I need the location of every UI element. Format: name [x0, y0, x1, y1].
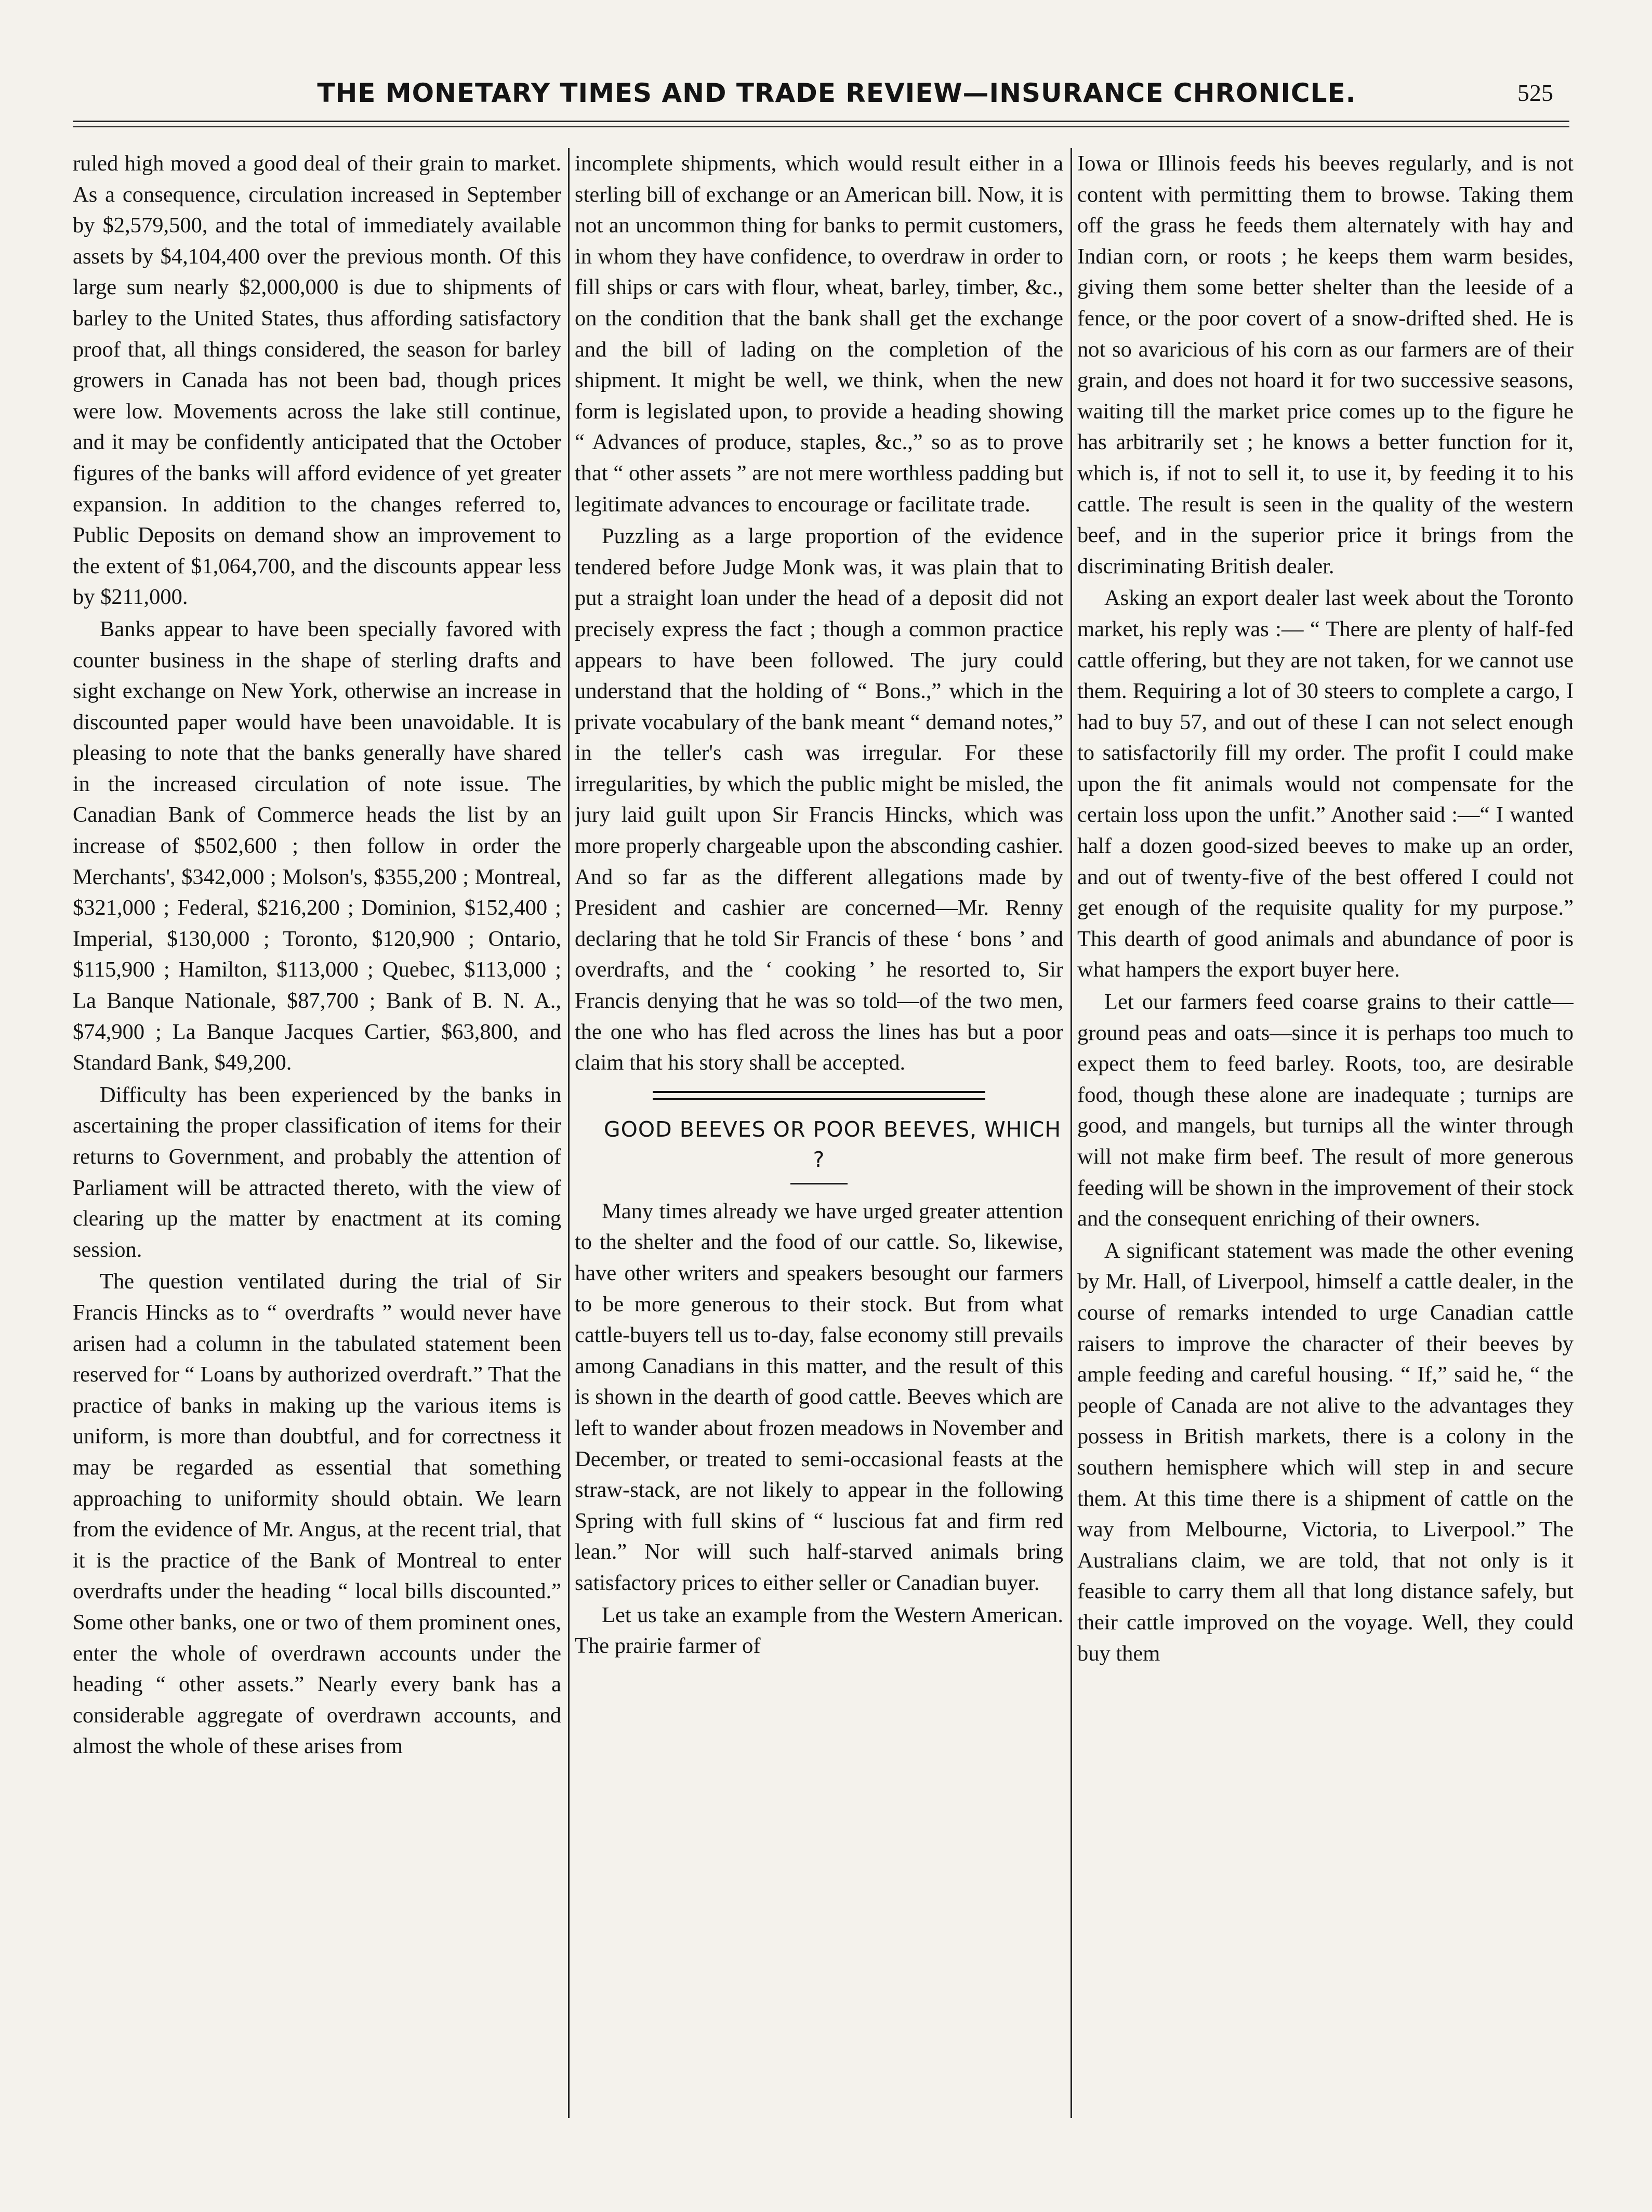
header-rule [73, 121, 1569, 127]
paragraph: Banks appear to have been specially favored with counter business in the shape of sterling drafts and sight exchange on New York, otherwise an increase in discounted paper would have been unavoidable. It is pleasing to note that the banks generally have shared in the increased circulation of note issue. The Canadian Bank of Commerce heads the list by an increase of $502,600 ; then follow in order the Merchants', $342,000 ; Molson's, $355,200 ; Montreal, $321,000 ; Federal, $216,200 ; Dominion, $152,400 ; Imperial, $130,000 ; Toronto, $120,900 ; Ontario, $115,900 ; Hamilton, $113,000 ; Quebec, $113,000 ; La Banque Nationale, $87,700 ; Bank of B. N. A., $74,900 ; La Banque Jacques Cartier, $63,800, and Standard Bank, $49,200. [73, 616, 561, 1075]
section-heading: GOOD BEEVES OR POOR BEEVES, WHICH ? [603, 1116, 1062, 1172]
column-divider-2 [1071, 148, 1072, 2118]
paragraph: Difficulty has been experienced by the banks in ascertaining the proper classification of items for their returns to Government, and probably the attention of Parliament will be attracted thereto, with the view of clearing up the matter by enactment at its coming session. [73, 1082, 561, 1262]
paragraph: Let our farmers feed coarse grains to their cattle—ground peas and oats—since it is perhaps too much to expect them to feed barley. Roots, too, are desirable food, though these alone are inadequate ; turnips are good, and mangels, but turnips all the winter through will not make firm beef. The result of more generous feeding will be shown in the improvement of their stock and the consequent enriching of their owners. [1077, 990, 1574, 1231]
column-divider-1 [568, 148, 570, 2118]
text-column-2 [575, 148, 1063, 2118]
paragraph: Let us take an example from the Western American. The prairie farmer of [575, 1602, 1063, 1658]
page-number: 525 [1517, 80, 1553, 106]
section-separator-rule [653, 1091, 985, 1100]
text-column-1 [73, 148, 561, 2118]
paragraph: Asking an export dealer last week about the Toronto market, his reply was :— “ There are plenty of half-fed cattle offering, but they are not taken, for we cannot use them. Requiring a lot of 30 steers to complete a cargo, I had to buy 57, and out of these I can not select enough to satisfactorily fill my order. The profit I could make upon the fit animals would not compensate for the certain loss upon the unfit.” Another said :—“ I wanted half a dozen good-sized beeves to make up an order, and out of twenty-five of the best offered I could not get enough of the requisite quality for my purpose.” This dearth of good animals and abundance of poor is what hampers the export buyer here. [1077, 586, 1574, 982]
paragraph: incomplete shipments, which would result either in a sterling bill of exchange or an American bill. Now, it is not an uncommon thing for banks to permit customers, in whom they have confidence, to overdraw in order to fill ships or cars with flour, wheat, barley, timber, &c., on the condition that the bank shall get the exchange and the bill of lading on the completion of the shipment. It might be well, we think, when the new form is legislated upon, to provide a heading showing “ Advances of produce, staples, &c.,” so as to prove that “ other assets ” are not mere worthless padding but legitimate advances to encourage or facilitate trade. [575, 151, 1063, 517]
heading-underline [790, 1183, 848, 1184]
paragraph: The question ventilated during the trial of Sir Francis Hincks as to “ overdrafts ” would never have arisen had a column in the tabulated statement been reserved for “ Loans by authorized overdraft.” That the practice of banks in making up the various items is uniform, is more than doubtful, and for correctness it may be regarded as essential that something approaching to uniformity should obtain. We learn from the evidence of Mr. Angus, at the recent trial, that it is the practice of the Bank of Montreal to enter overdrafts under the heading “ local bills discounted.” Some other banks, one or two of them prominent ones, enter the whole of overdrawn accounts under the heading “ other assets.” Nearly every bank has a considerable aggregate of overdrawn accounts, and almost the whole of these arises from [73, 1269, 561, 1759]
paragraph: Puzzling as a large proportion of the evidence tendered before Judge Monk was, it was plain that to put a straight loan under the head of a deposit did not precisely express the fact ; though a common practice appears to have been followed. The jury could understand that the holding of “ Bons.,” which in the private vocabulary of the bank meant “ demand notes,” in the teller's cash was irregular. For these irregularities, by which the public might be misled, the jury laid guilt upon Sir Francis Hincks, which was more properly chargeable upon the absconding cashier. And so far as the different allegations made by President and cashier are concerned—Mr. Renny declaring that he told Sir Francis of these ‘ bons ’ and overdrafts, and the ‘ cooking ’ he resorted to, Sir Francis denying that he was so told—of the two men, the one who has fled across the lines has but a poor claim that his story shall be accepted. [575, 524, 1063, 1075]
paragraph: A significant statement was made the other evening by Mr. Hall, of Liverpool, himself a cattle dealer, in the course of remarks intended to urge Canadian cattle raisers to improve the character of their beeves by ample feeding and careful housing. “ If,” said he, “ the people of Canada are not alive to the advantages they possess in British markets, there is a colony in the southern hemisphere which will step in and secure them. At this time there is a shipment of cattle on the way from Melbourne, Victoria, to Liverpool.” The Australians claim, we are told, that not only is it feasible to carry them all that long distance safely, but their cattle improved on the voyage. Well, they could buy them [1077, 1238, 1574, 1666]
text-column-3 [1077, 148, 1574, 2118]
paragraph: Iowa or Illinois feeds his beeves regularly, and is not content with permitting them to browse. Taking them off the grass he feeds them alternately with hay and Indian corn, or roots ; he keeps them warm besides, giving them some better shelter than the leeside of a fence, or the poor covert of a snow-drifted shed. He is not so avaricious of his corn as our farmers are of their grain, and does not hoard it for two successive seasons, waiting till the market price comes up to the figure he has arbitrarily set ; he knows a better function for it, which is, if not to sell it, to use it, by feeding it to his cattle. The result is seen in the quality of the western beef, and in the superior price it brings from the discriminating British dealer. [1077, 151, 1574, 578]
paragraph: Many times already we have urged greater attention to the shelter and the food of our cattle. So, likewise, have other writers and speakers besought our farmers to be more generous to their stock. But from what cattle-buyers tell us to-day, false economy still prevails among Canadians in this matter, and the result of this is shown in the dearth of good cattle. Beeves which are left to wander about frozen meadows in November and December, or treated to semi-occasional feasts at the straw-stack, are not likely to appear in the following Spring with full skins of “ luscious fat and firm red lean.” Nor will such half-starved animals bring satisfactory prices to either seller or Canadian buyer. [575, 1199, 1063, 1595]
running-header-title: THE MONETARY TIMES AND TRADE REVIEW—INSURANCE CHRONICLE. [317, 78, 1356, 108]
paragraph: ruled high moved a good deal of their grain to market. As a consequence, circulation increased in September by $2,579,500, and the total of immediately available assets by $4,104,400 over the previous month. Of this large sum nearly $2,000,000 is due to shipments of barley to the United States, thus affording satisfactory proof that, all things considered, the season for barley growers in Canada has not been bad, though prices were low. Movements across the lake still continue, and it may be confidently anticipated that the October figures of the banks will afford evidence of yet greater expansion. In addition to the changes referred to, Public Deposits on demand show an improvement to the extent of $1,064,700, and the discounts appear less by $211,000. [73, 151, 561, 610]
